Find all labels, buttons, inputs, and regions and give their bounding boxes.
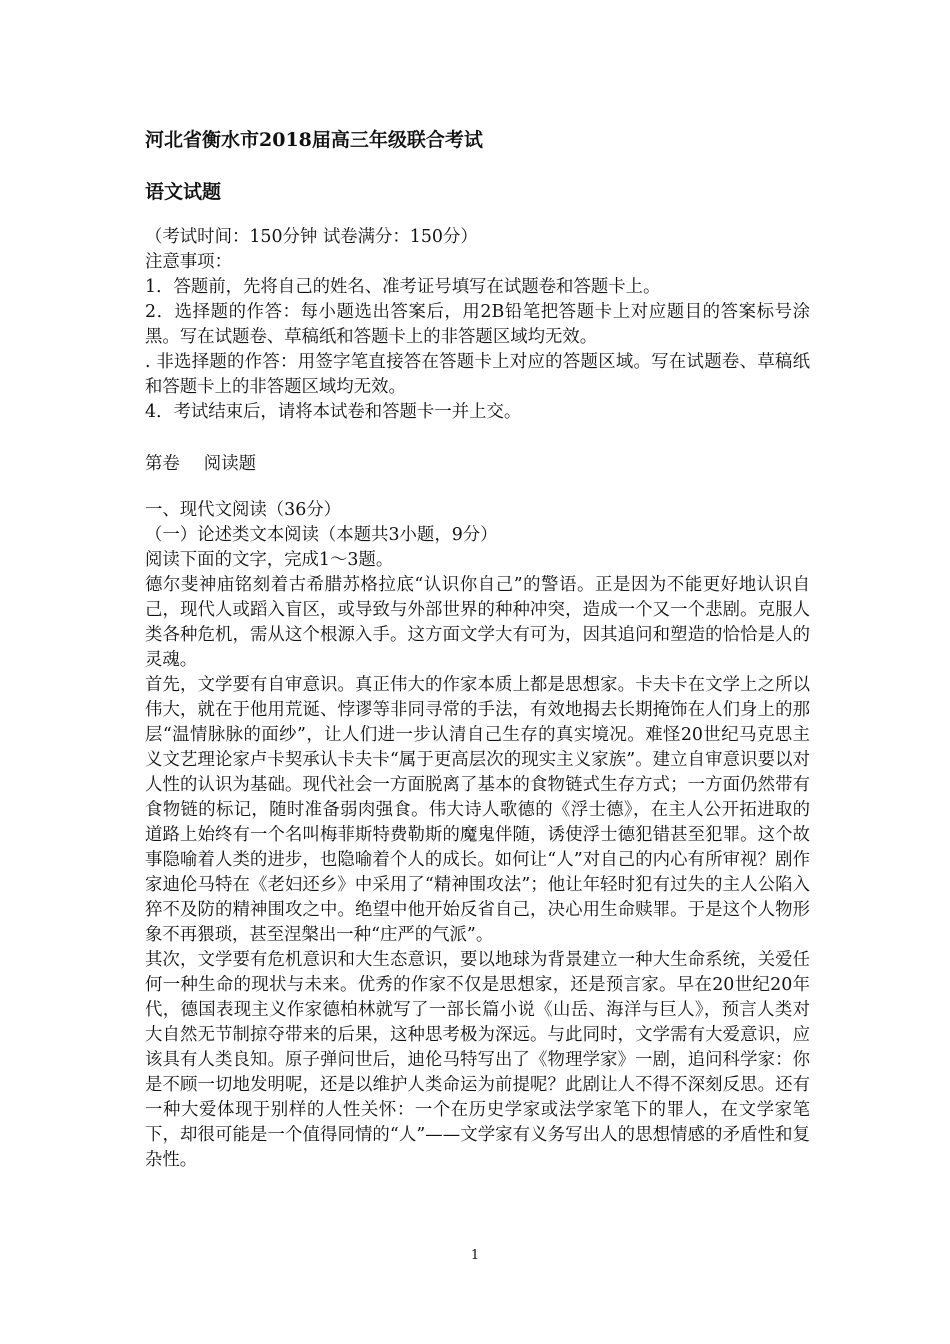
exam-info: （考试时间：150分钟 试卷满分：150分）	[145, 227, 478, 247]
part-heading	[145, 452, 810, 477]
exam-notes	[145, 225, 810, 425]
notes-heading: 注意事项：	[145, 252, 232, 272]
note-item: . 非选择题的作答：用签字笔直接答在答题卡上对应的答题区域。写在试题卷、草稿纸和答题卡上的非答题区域均无效。	[145, 352, 810, 397]
note-item: 1．答题前，先将自己的姓名、准考证号填写在试题卷和答题卡上。	[145, 277, 661, 297]
note-item: 2．选择题的作答：每小题选出答案后，用2B铅笔把答题卡上对应题目的答案标号涂黑。写在试题卷、草稿纸和答题卡上的非答题区域均无效。	[145, 302, 810, 347]
page-number: 1	[470, 1248, 480, 1263]
section-subheading: （一）论述类文本阅读（本题共3小题，9分）	[145, 525, 498, 545]
part-name: 阅读题	[203, 454, 256, 474]
document-title: 河北省衡水市2018届高三年级联合考试	[145, 129, 483, 151]
reading-paragraph: 德尔斐神庙铭刻着古希腊苏格拉底“认识你自己”的警语。正是因为不能更好地认识自己，现代人或蹈入盲区，或导致与外部世界的种种冲突，造成一个又一个悲剧。克服人类各种危机，需从这个根源入手。这方面文学大有可为，因其追问和塑造的恰恰是人的灵魂。	[145, 575, 810, 670]
reading-section	[145, 498, 810, 1173]
note-item: 4．考试结束后，请将本试卷和答题卡一并上交。	[145, 402, 522, 422]
part-label: 第卷	[145, 454, 180, 474]
section-instruction: 阅读下面的文字，完成1～3题。	[145, 550, 394, 570]
reading-paragraph: 其次，文学要有危机意识和大生态意识，要以地球为背景建立一种大生命系统，关爱任何一种生命的现状与未来。优秀的作家不仅是思想家，还是预言家。早在20世纪20年代，德国表现主义作家德柏林就写了一部长篇小说《山岳、海洋与巨人》，预言人类对大自然无节制掠夺带来的后果，这种思考极为深远。与此同时，文学需有大爱意识，应该具有人类良知。原子弹问世后，迪伦马特写出了《物理学家》一剧，追问科学家：你是不顾一切地发明呢，还是以维护人类命运为前提呢？此剧让人不得不深刻反思。还有一种大爱体现于别样的人性关怀：一个在历史学家或法学家笔下的罪人，在文学家笔下，却很可能是一个值得同情的“人”——文学家有义务写出人的思想情感的矛盾性和复杂性。	[145, 950, 810, 1170]
section-heading: 一、现代文阅读（36分）	[145, 500, 342, 520]
document-subtitle: 语文试题	[145, 181, 222, 203]
reading-paragraph: 首先，文学要有自审意识。真正伟大的作家本质上都是思想家。卡夫卡在文学上之所以伟大，就在于他用荒诞、悖谬等非同寻常的手法，有效地揭去长期掩饰在人们身上的那层“温情脉脉的面纱”，让人们进一步认清自己生存的真实境况。难怪20世纪马克思主义文艺理论家卢卡契承认卡夫卡“属于更高层次的现实主义家族”。建立自审意识要以对人性的认识为基础。现代社会一方面脱离了基本的食物链式生存方式；一方面仍然带有食物链的标记，随时准备弱肉强食。伟大诗人歌德的《浮士德》，在主人公开拓进取的道路上始终有一个名叫梅菲斯特费勒斯的魔鬼伴随，诱使浮士德犯错甚至犯罪。这个故事隐喻着人类的进步，也隐喻着个人的成长。如何让“人”对自己的内心有所审视？剧作家迪伦马特在《老妇还乡》中采用了“精神围攻法”；他让年轻时犯有过失的主人公陷入猝不及防的精神围攻之中。绝望中他开始反省自己，决心用生命赎罪。于是这个人物形象不再猥琐，甚至涅槃出一种“庄严的气派”。	[145, 675, 810, 945]
